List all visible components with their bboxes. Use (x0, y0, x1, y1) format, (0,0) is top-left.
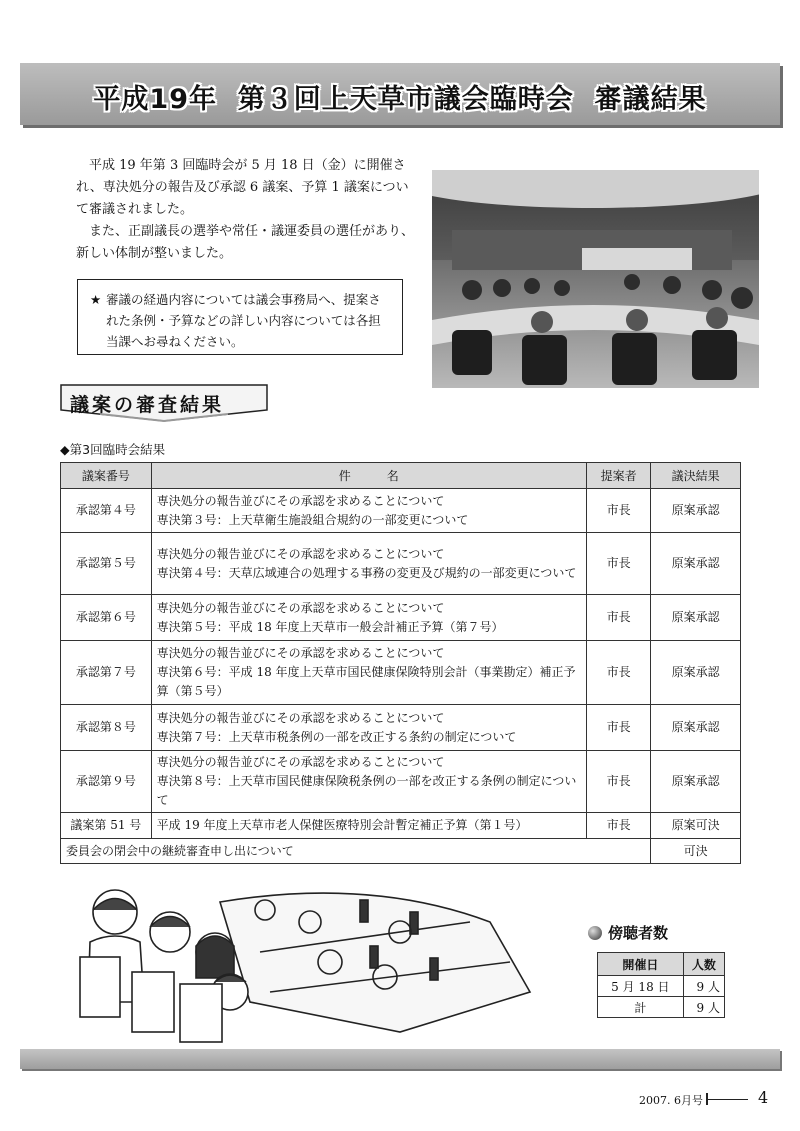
subject-line: 専決処分の報告並びにその承認を求めることについて (156, 493, 445, 508)
bill-subject (151, 595, 586, 641)
notice-box (77, 279, 403, 355)
result: 可決 (651, 839, 741, 864)
bill-subject (151, 489, 586, 533)
page-number: 4 (758, 1088, 769, 1107)
star-icon: ★ (90, 292, 102, 307)
bill-number: 承認第５号 (61, 533, 152, 595)
subject-line: 専決第３号：上天草衛生施設組合規約の一部変更について (156, 512, 469, 527)
bill-subject (151, 751, 586, 813)
subject-line: 専決第５号：平成 18 年度上天草市一般会計補正予算（第７号） (156, 619, 504, 634)
table-row (598, 976, 725, 997)
audience-heading (588, 922, 668, 943)
bullet-icon (588, 926, 602, 940)
result: 原案承認 (651, 751, 741, 813)
proposer: 市長 (586, 705, 650, 751)
subject-line: 専決処分の報告並びにその承認を求めることについて (156, 755, 445, 769)
table-row (61, 839, 741, 864)
committee-review-item: 委員会の閉会中の継続審査申し出について (61, 839, 651, 864)
meeting-date: 5 月 18 日 (598, 976, 684, 997)
table-row (598, 997, 725, 1018)
result: 原案承認 (651, 705, 741, 751)
proposer: 市長 (586, 641, 650, 705)
intro-paragraph-1: 平成 19 年第 3 回臨時会が 5 月 18 日（金）に開催され、専決処分の報告及び承認 6 議案、予算 1 議案について審議されました。 (76, 158, 409, 217)
result: 原案承認 (651, 641, 741, 705)
table-row (61, 641, 741, 705)
header-count: 人数 (683, 953, 724, 976)
page-title: 平成19年 第３回上天草市議会臨時会 審議結果 (93, 84, 707, 115)
audience-table (597, 952, 725, 1018)
proposer: 市長 (586, 813, 650, 839)
issue-label: 2007. 6月号 (639, 1094, 703, 1107)
council-chamber-photo (432, 170, 759, 388)
table-row (61, 489, 741, 533)
table-row (61, 813, 741, 839)
notice-text: 審議の経過内容については議会事務局へ、提案された条例・予算などの詳しい内容については各担当課へお尋ねください。 (106, 292, 381, 349)
subject-line: 専決処分の報告並びにその承認を求めることについて (156, 546, 445, 561)
header-bill-number: 議案番号 (61, 463, 152, 489)
bill-subject (151, 641, 586, 705)
subject-line: 専決処分の報告並びにその承認を求めることについて (156, 600, 445, 615)
header-banner (20, 63, 780, 125)
attendee-count: 9 人 (683, 976, 724, 997)
subject-line: 専決処分の報告並びにその承認を求めることについて (156, 646, 445, 660)
bill-number: 承認第７号 (61, 641, 152, 705)
bill-number: 承認第６号 (61, 595, 152, 641)
table-header-row (61, 463, 741, 489)
bill-subject (151, 533, 586, 595)
result: 原案承認 (651, 595, 741, 641)
section-title: 議案の審査結果 (70, 394, 225, 416)
table-row (61, 751, 741, 813)
header-proposer: 提案者 (586, 463, 650, 489)
intro-text (76, 155, 416, 265)
proposer: 市長 (586, 751, 650, 813)
bill-number: 承認第８号 (61, 705, 152, 751)
proposer: 市長 (586, 489, 650, 533)
subject-line: 専決処分の報告並びにその承認を求めることについて (156, 710, 445, 725)
bill-number: 議案第 51 号 (61, 813, 152, 839)
bill-number: 承認第４号 (61, 489, 152, 533)
section-heading (60, 384, 271, 422)
header-result: 議決結果 (651, 463, 741, 489)
table-header-row (598, 953, 725, 976)
intro-paragraph-2: また、正副議長の選挙や常任・議運委員の選任があり、新しい体制が整いました。 (76, 224, 415, 261)
bill-subject (151, 705, 586, 751)
result: 原案承認 (651, 533, 741, 595)
results-subheading: ◆第3回臨時会結果 (60, 442, 166, 457)
total-count: 9 人 (683, 997, 724, 1018)
total-label: 計 (598, 997, 684, 1018)
result: 原案承認 (651, 489, 741, 533)
header-subject: 件 名 (151, 463, 586, 489)
audience-title: 傍聴者数 (608, 924, 669, 942)
proposer: 市長 (586, 533, 650, 595)
subject-line: 専決第８号：上天草市国民健康保険税条例の一部を改正する条例の制定について (156, 774, 577, 807)
table-row (61, 595, 741, 641)
gallery-illustration (70, 882, 550, 1047)
issue-rule (706, 1099, 748, 1100)
results-table (60, 462, 741, 864)
subject-line: 専決第４号：天草広域連合の処理する事務の変更及び規約の一部変更について (156, 565, 577, 580)
subject-line: 専決第７号：上天草市税条例の一部を改正する条約の制定について (156, 729, 517, 744)
header-date: 開催日 (598, 953, 684, 976)
table-row (61, 533, 741, 595)
bill-subject (151, 813, 586, 839)
table-row (61, 705, 741, 751)
bill-number: 承認第９号 (61, 751, 152, 813)
proposer: 市長 (586, 595, 650, 641)
subject-line: 平成 19 年度上天草市老人保健医療特別会計暫定補正予算（第１号） (156, 818, 528, 832)
footer-bar (20, 1049, 780, 1069)
result: 原案可決 (651, 813, 741, 839)
subject-line: 専決第６号：平成 18 年度上天草市国民健康保険特別会計（事業勘定）補正予算（第５号） (156, 665, 576, 698)
